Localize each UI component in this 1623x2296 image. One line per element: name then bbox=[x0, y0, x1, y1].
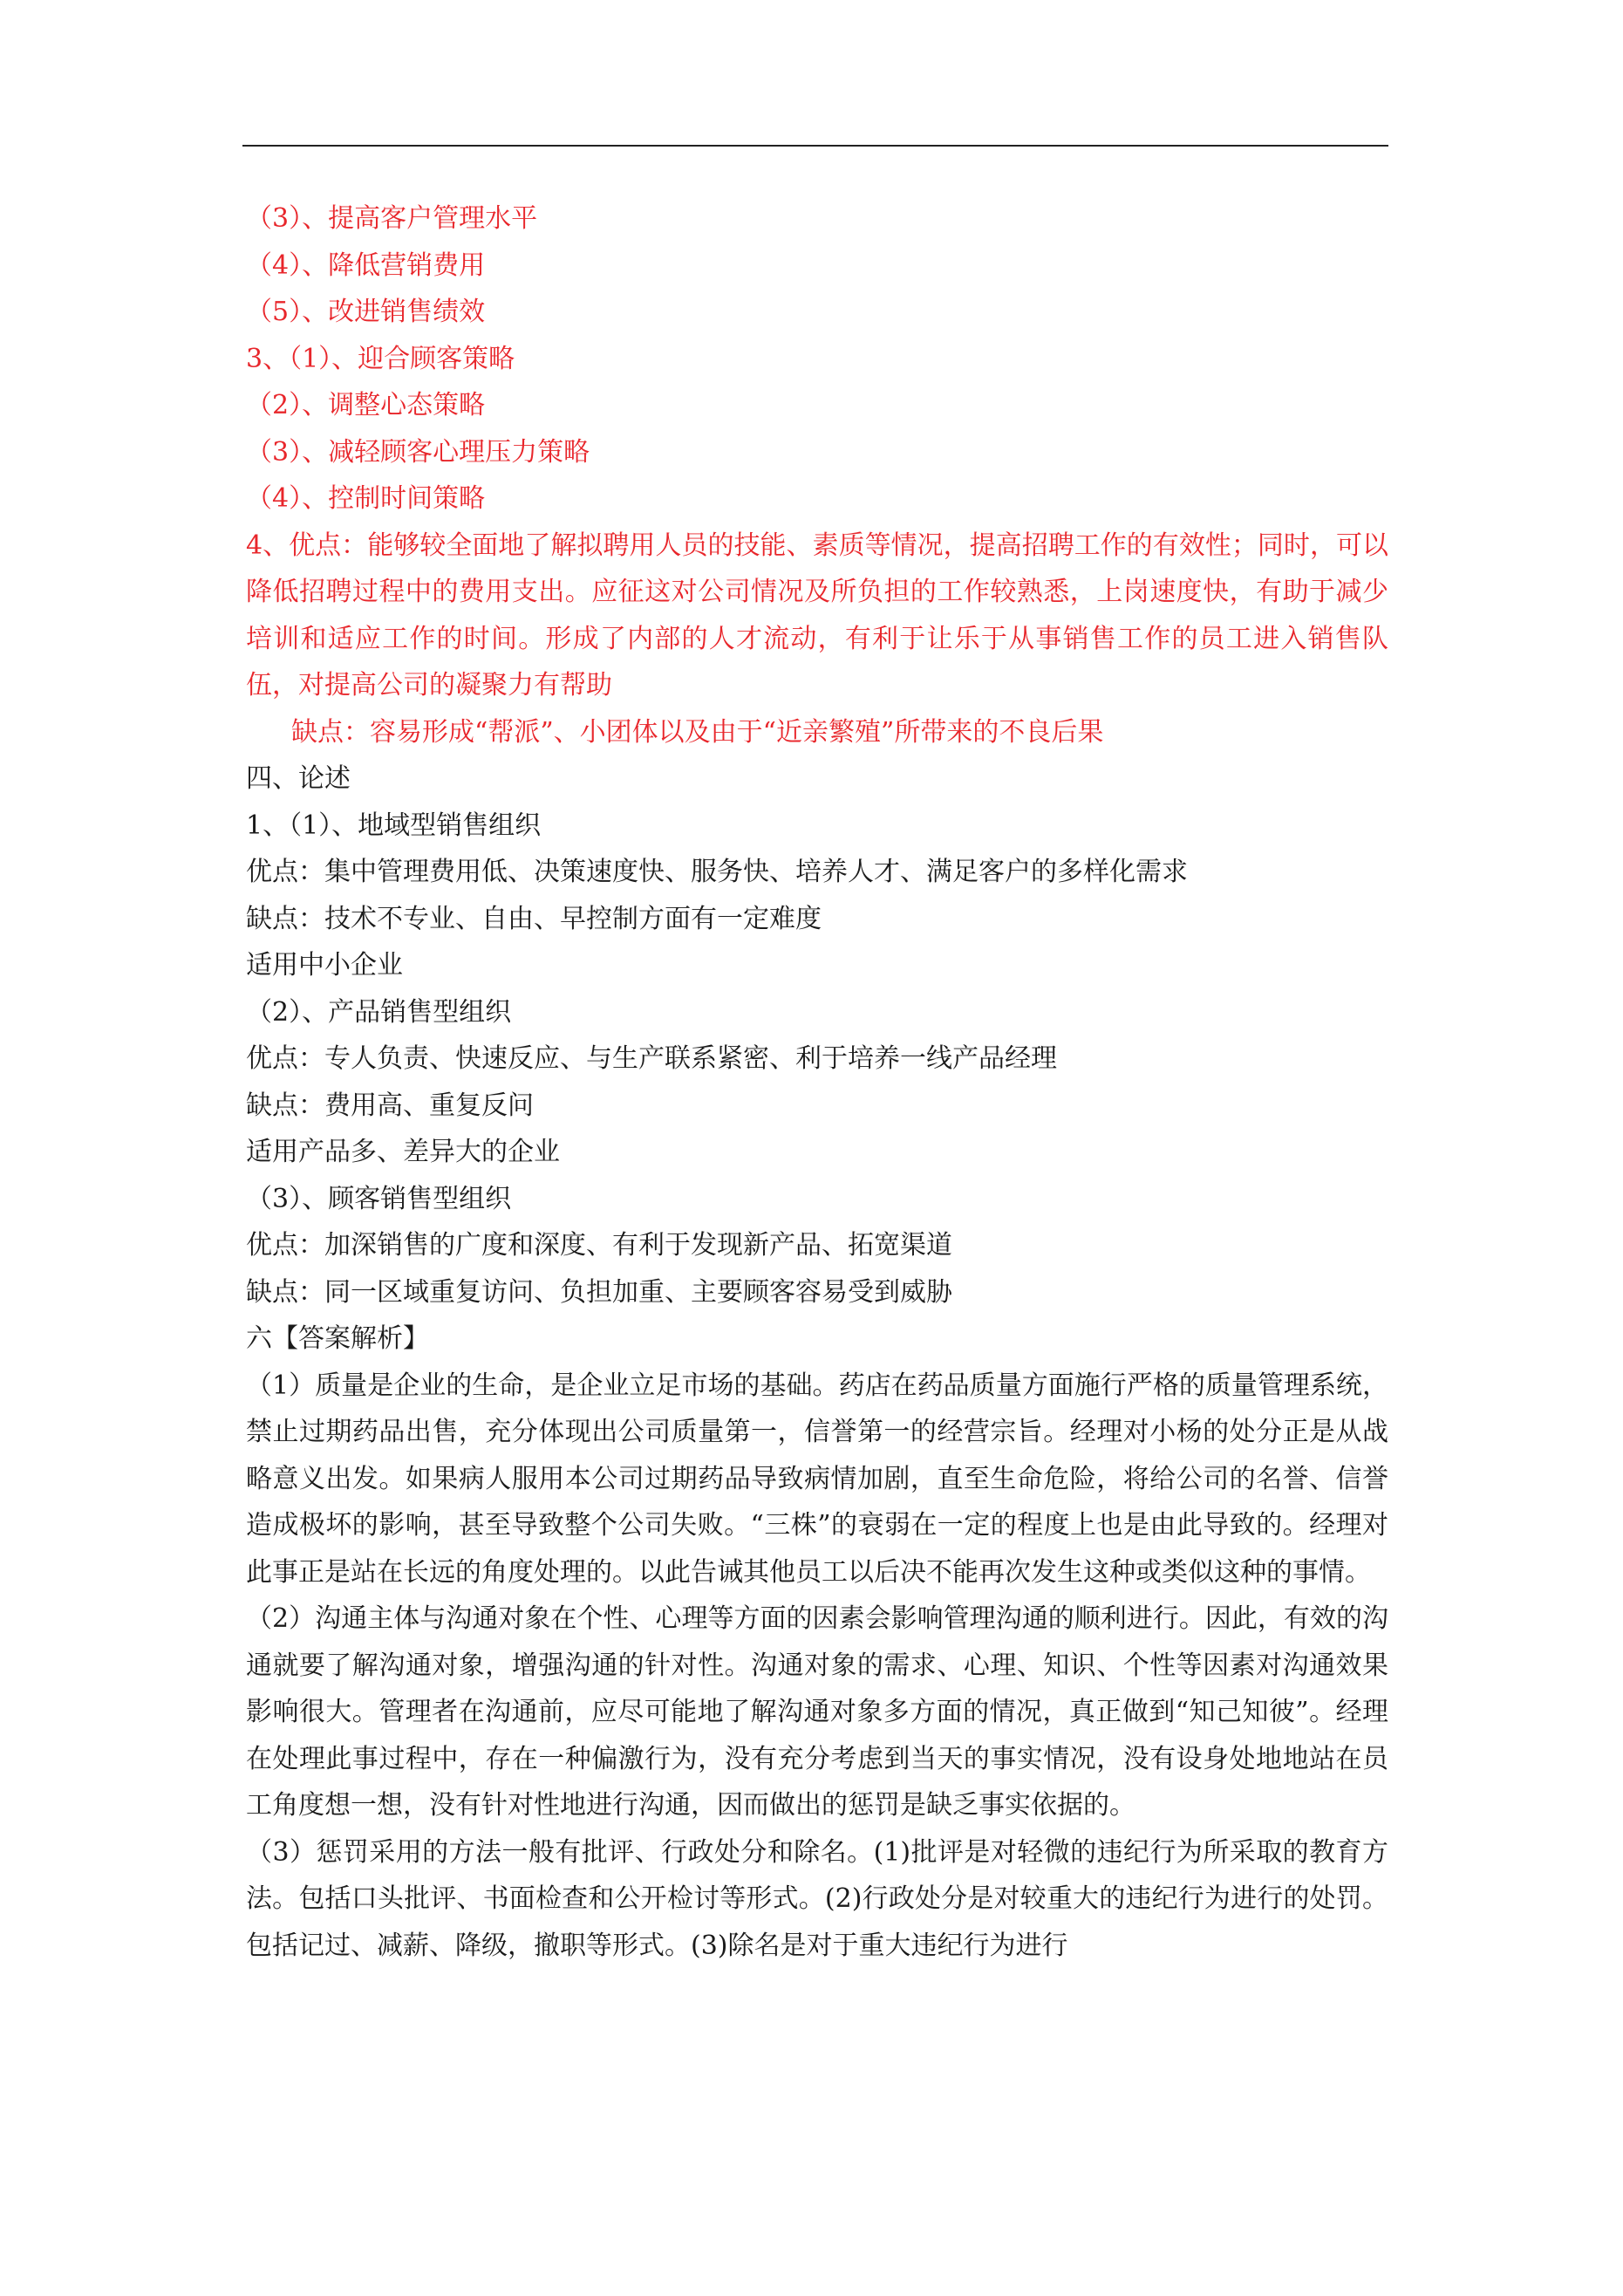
text-line: 优点：集中管理费用低、决策速度快、服务快、培养人才、满足客户的多样化需求 bbox=[246, 857, 1188, 887]
text-line: 缺点：技术不专业、自由、早控制方面有一定难度 bbox=[246, 903, 822, 934]
header-rule bbox=[242, 145, 1388, 147]
text-line: （4）、降低营销费用 bbox=[246, 249, 486, 281]
analysis-paragraph: （3）惩罚采用的方法一般有批评、行政处分和除名。(1)批评是对轻微的违纪行为所采取的教育方法。包括口头批评、书面检查和公开检讨等形式。(2)行政处分是对较重大的违纪行为进行的处罚。包括记过、减薪、降级，撤职等形式。(3)除名是对于重大违纪行为进行 bbox=[246, 1836, 1388, 1961]
analysis-paragraph: （1）质量是企业的生命，是企业立足市场的基础。药店在药品质量方面施行严格的质量管理系统，禁止过期药品出售，充分体现出公司质量第一，信誉第一的经营宗旨。经理对小杨的处分正是从战略意义出发。如果病人服用本公司过期药品导致病情加剧，直至生命危险，将给公司的名誉、信誉造成极坏的影响，甚至导致整个公司失败。“三株”的衰弱在一定的程度上也是由此导致的。经理对此事正是站在长远的角度处理的。以此告诫其他员工以后决不能再次发生这种或类似这种的事情。 bbox=[246, 1370, 1388, 1588]
text-line: （4）、控制时间策略 bbox=[246, 483, 486, 514]
section-heading: 六【答案解析】 bbox=[246, 1323, 429, 1354]
disadvantages-line: 缺点：容易形成“帮派”、小团体以及由于“近亲繁殖”所带来的不良后果 bbox=[291, 716, 1104, 748]
text-line: （3）、提高客户管理水平 bbox=[246, 203, 538, 234]
text-line: （2）、调整心态策略 bbox=[246, 390, 486, 420]
text-line: 缺点：同一区域重复访问、负担加重、主要顾客容易受到威胁 bbox=[246, 1276, 952, 1308]
analysis-paragraph: （2）沟通主体与沟通对象在个性、心理等方面的因素会影响管理沟通的顺利进行。因此，有效的沟通就要了解沟通对象，增强沟通的针对性。沟通对象的需求、心理、知识、个性等因素对沟通效果影响很大。管理者在沟通前，应尽可能地了解沟通对象多方面的情况，真正做到“知己知彼”。经理在处理此事过程中，存在一种偏激行为，没有充分考虑到当天的事实情况，没有设身处地地站在员工角度想一想，没有针对性地进行沟通，因而做出的惩罚是缺乏事实依据的。 bbox=[246, 1603, 1388, 1821]
page-content bbox=[246, 195, 1388, 1969]
text-line: 优点：专人负责、快速反应、与生产联系紧密、利于培养一线产品经理 bbox=[246, 1043, 1057, 1074]
text-line: 缺点：费用高、重复反问 bbox=[246, 1090, 534, 1121]
section-heading: 四、论述 bbox=[246, 763, 351, 794]
text-line: 3、（1）、迎合顾客策略 bbox=[246, 343, 515, 374]
text-line: 优点：加深销售的广度和深度、有利于发现新产品、拓宽渠道 bbox=[246, 1230, 952, 1261]
text-line: （3）、减轻顾客心理压力策略 bbox=[246, 436, 590, 468]
text-line: （3）、顾客销售型组织 bbox=[246, 1183, 512, 1214]
text-line: 适用中小企业 bbox=[246, 950, 403, 981]
text-line: （2）、产品销售型组织 bbox=[246, 996, 512, 1028]
advantages-paragraph: 4、优点：能够较全面地了解拟聘用人员的技能、素质等情况，提高招聘工作的有效性；同时，可以降低招聘过程中的费用支出。应征这对公司情况及所负担的工作较熟悉，上岗速度快，有助于减少培训和适应工作的时间。形成了内部的人才流动，有利于让乐于从事销售工作的员工进入销售队伍，对提高公司的凝聚力有帮助 bbox=[246, 530, 1388, 700]
text-line: 适用产品多、差异大的企业 bbox=[246, 1137, 560, 1167]
text-line: （5）、改进销售绩效 bbox=[246, 297, 486, 327]
text-line: 1、（1）、地域型销售组织 bbox=[246, 810, 542, 841]
